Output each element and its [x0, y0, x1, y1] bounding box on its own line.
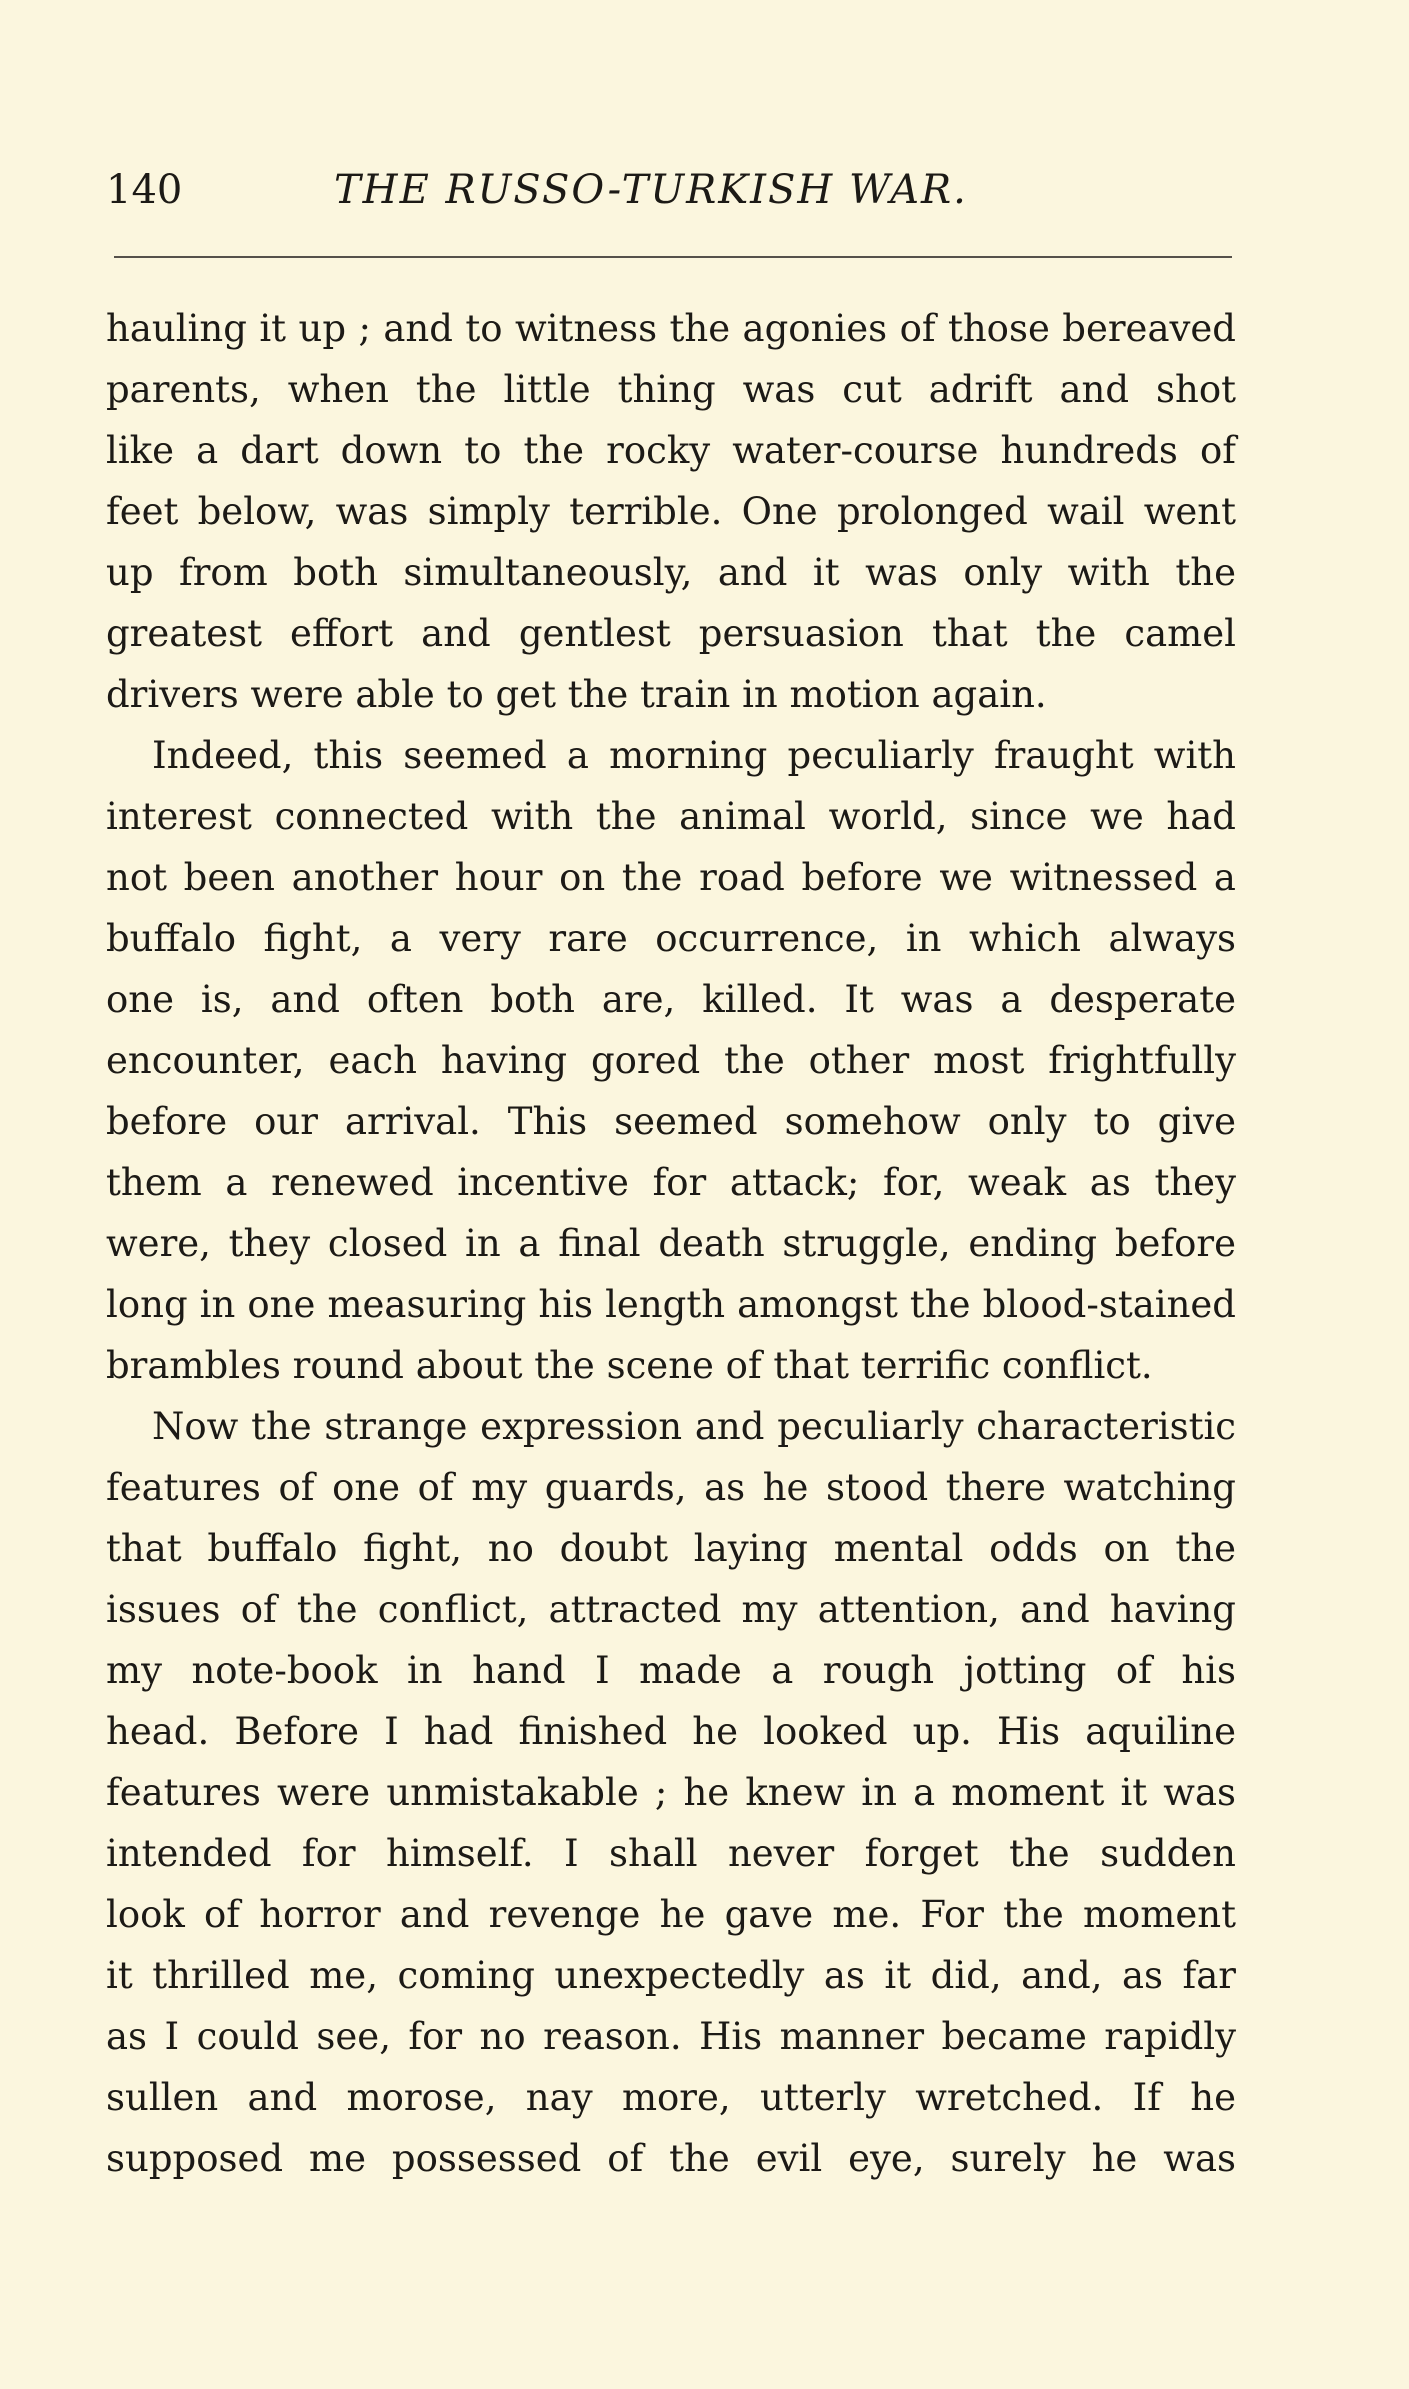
page-number: 140	[106, 167, 183, 213]
text-line: greatest effort and gentlest persuasion that the camel	[106, 612, 1236, 655]
text-line: Indeed, this seemed a morning peculiarly fraught with	[152, 734, 1236, 777]
text-line: feet below, was simply terrible. One prolonged wail went	[106, 490, 1236, 533]
text-line: long in one measuring his length amongst the blood-stained	[106, 1283, 1236, 1326]
text-line: drivers were able to get the train in motion again.	[106, 673, 1047, 716]
text-line: head. Before I had finished he looked up. His aquiline	[106, 1710, 1236, 1753]
text-line: intended for himself. I shall never forget the sudden	[106, 1832, 1236, 1875]
text-line: one is, and often both are, killed. It was a desperate	[106, 978, 1236, 1021]
header-rule	[114, 256, 1232, 258]
text-line: not been another hour on the road before we witnessed a	[106, 856, 1236, 899]
text-line: brambles round about the scene of that terrific conflict.	[106, 1344, 1153, 1387]
text-line: like a dart down to the rocky water-course hundreds of	[106, 429, 1236, 472]
text-line: that buffalo fight, no doubt laying mental odds on the	[106, 1527, 1236, 1570]
text-line: Now the strange expression and peculiarly characteristic	[152, 1405, 1236, 1448]
text-line: features were unmistakable ; he knew in a moment it was	[106, 1771, 1236, 1814]
text-line: parents, when the little thing was cut adrift and shot	[106, 368, 1236, 411]
text-line: buffalo fight, a very rare occurrence, in which always	[106, 917, 1236, 960]
text-line: were, they closed in a final death struggle, ending before	[106, 1222, 1236, 1265]
running-head	[106, 160, 1236, 220]
body-text	[106, 298, 1236, 2189]
text-line: them a renewed incentive for attack; for, weak as they	[106, 1161, 1236, 1204]
text-line: look of horror and revenge he gave me. For the moment	[106, 1893, 1236, 1936]
text-line: issues of the conflict, attracted my attention, and having	[106, 1588, 1236, 1631]
text-line: as I could see, for no reason. His manner became rapidly	[106, 2015, 1236, 2058]
running-title: THE RUSSO-TURKISH WAR.	[334, 167, 968, 213]
text-line: before our arrival. This seemed somehow only to give	[106, 1100, 1236, 1143]
text-line: hauling it up ; and to witness the agonies of those bereaved	[106, 307, 1236, 350]
text-line: up from both simultaneously, and it was only with the	[106, 551, 1236, 594]
text-line: features of one of my guards, as he stood there watching	[106, 1466, 1236, 1509]
text-line: interest connected with the animal world, since we had	[106, 795, 1236, 838]
text-line: my note-book in hand I made a rough jotting of his	[106, 1649, 1236, 1692]
text-line: encounter, each having gored the other most frightfully	[106, 1039, 1236, 1082]
text-line: sullen and morose, nay more, utterly wretched. If he	[106, 2076, 1236, 2119]
text-line: it thrilled me, coming unexpectedly as it did, and, as far	[106, 1954, 1236, 1997]
text-line: supposed me possessed of the evil eye, surely he was	[106, 2137, 1236, 2180]
